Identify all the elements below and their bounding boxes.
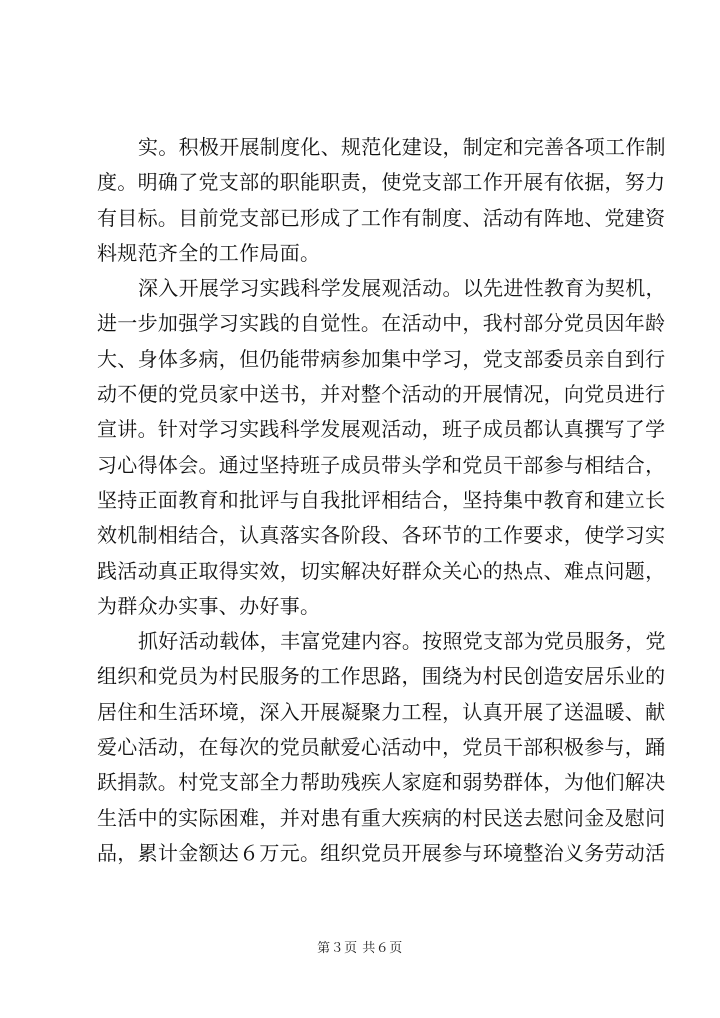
text-line: 习心得体会。通过坚持班子成员带头学和党员干部参与相结合， (97, 452, 666, 477)
paragraph (97, 624, 666, 871)
text-line: 居住和生活环境，深入开展凝聚力工程，认真开展了送温暖、献 (97, 699, 666, 724)
paragraph (97, 271, 666, 624)
text-line: 践活动真正取得实效，切实解决好群众关心的热点、难点问题， (97, 558, 666, 583)
text-line: 度。明确了党支部的职能职责，使党支部工作开展有依据，努力 (97, 170, 666, 195)
text-line: 抓好活动载体，丰富党建内容。按照党支部为党员服务，党 (138, 629, 666, 654)
text-line: 跃捐款。村党支部全力帮助残疾人家庭和弱势群体，为他们解决 (97, 770, 666, 795)
text-line: 组织和党员为村民服务的工作思路，围绕为村民创造安居乐业的 (97, 664, 666, 689)
text-line: 实。积极开展制度化、规范化建设，制定和完善各项工作制 (138, 135, 666, 159)
text-line: 料规范齐全的工作局面。 (97, 240, 321, 265)
text-line: 宣讲。针对学习实践科学发展观活动，班子成员都认真撰写了学 (97, 417, 666, 442)
text-line: 进一步加强学习实践的自觉性。在活动中，我村部分党员因年龄 (97, 311, 666, 336)
text-line: 爱心活动，在每次的党员献爱心活动中，党员干部积极参与，踊 (97, 735, 666, 760)
text-line: 坚持正面教育和批评与自我批评相结合，坚持集中教育和建立长 (97, 487, 666, 512)
text-line: 生活中的实际困难，并对患有重大疾病的村民送去慰问金及慰问 (97, 805, 666, 830)
page-number-footer: 第３页 共６页 (317, 941, 403, 956)
text-line: 有目标。目前党支部已形成了工作有制度、活动有阵地、党建资 (97, 205, 666, 230)
paragraph (97, 130, 666, 271)
text-line: 为群众办实事、办好事。 (97, 593, 321, 618)
text-line: 效机制相结合，认真落实各阶段、各环节的工作要求，使学习实 (97, 523, 666, 548)
text-line: 动不便的党员家中送书，并对整个活动的开展情况，向党员进行 (97, 382, 666, 407)
text-line: 大、身体多病，但仍能带病参加集中学习，党支部委员亲自到行 (97, 346, 666, 371)
text-line: 品，累计金额达６万元。组织党员开展参与环境整治义务劳动活 (97, 840, 666, 865)
document-body (97, 130, 666, 871)
text-line: 深入开展学习实践科学发展观活动。以先进性教育为契机， (138, 276, 666, 301)
